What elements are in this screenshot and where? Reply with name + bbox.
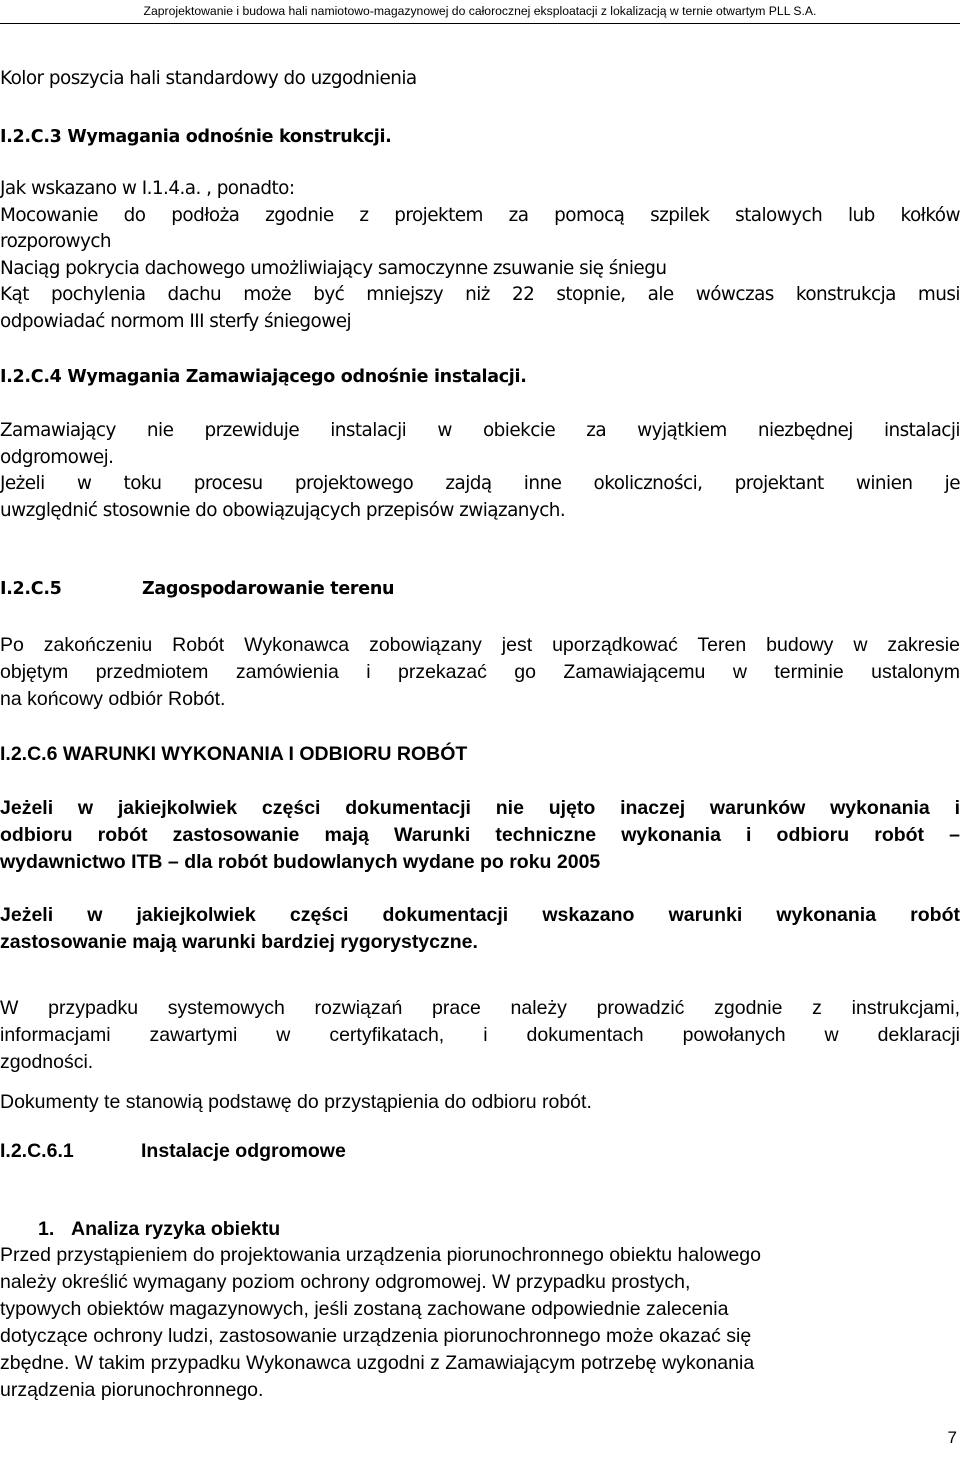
heading-c61-number: I.2.C.6.1 bbox=[0, 1140, 74, 1162]
heading-c61 bbox=[0, 1138, 960, 1165]
text-line: Kąt pochylenia dachu może być mniejszy niż 22 stopnie, ale wówczas konstrukcja musi bbox=[0, 284, 960, 305]
heading-c3: I.2.C.3 Wymagania odnośnie konstrukcji. bbox=[0, 127, 392, 147]
heading-c5-number: I.2.C.5 bbox=[0, 579, 62, 599]
text-line: informacjami zawartymi w certyfikatach, i dokumentach powołanych w deklaracji bbox=[0, 1024, 960, 1046]
heading-c4: I.2.C.4 Wymagania Zamawiającego odnośnie instalacji. bbox=[0, 367, 527, 387]
heading-c6: I.2.C.6 WARUNKI WYKONANIA I ODBIORU ROBÓT bbox=[0, 743, 468, 765]
running-header: Zaprojektowanie i budowa hali namiotowo-magazynowej do całorocznej eksploatacji z lokalizacją w ternie otwartym PLL S.A. bbox=[143, 4, 817, 18]
text-line: Jak wskazano w I.1.4.a. , ponadto: bbox=[0, 178, 295, 199]
text-line: Przed przystąpieniem do projektowania urządzenia piorunochronnego obiektu halowego bbox=[0, 1244, 761, 1266]
paragraph-kolor: Kolor poszycia hali standardowy do uzgodnienia bbox=[0, 68, 417, 89]
section-analiza-body bbox=[0, 1242, 960, 1404]
text-line: odpowiadać normom III sterfy śniegowej bbox=[0, 310, 352, 332]
text-line: dotyczące ochrony ludzi, zastosowanie urządzenia piorunochronnego może okazać się bbox=[0, 1325, 752, 1347]
heading-c5-title: Zagospodarowanie terenu bbox=[142, 579, 395, 599]
heading-analiza bbox=[0, 1216, 960, 1243]
text-line: rozporowych bbox=[0, 231, 112, 252]
section-c3-body bbox=[0, 176, 960, 335]
heading-c5 bbox=[0, 576, 960, 602]
text-line: typowych obiektów magazynowych, jeśli zostaną zachowane odpowiednie zalecenia bbox=[0, 1298, 729, 1320]
text-line: Mocowanie do podłoża zgodnie z projektem za pomocą szpilek stalowych lub kołków bbox=[0, 204, 960, 226]
text-line: Naciąg pokrycia dachowego umożliwiający samoczynne zsuwanie się śniegu bbox=[0, 257, 667, 279]
heading-analiza-title: Analiza ryzyka obiektu bbox=[71, 1218, 281, 1240]
header-divider bbox=[0, 23, 960, 24]
paragraph-documents: Dokumenty te stanowią podstawę do przystąpienia do odbioru robót. bbox=[0, 1091, 592, 1113]
text-line: zastosowanie mają warunki bardziej rygorystyczne. bbox=[0, 931, 478, 953]
section-c6-bold-2 bbox=[0, 902, 960, 956]
list-number: 1. bbox=[38, 1218, 55, 1240]
text-line: Jeżeli w toku procesu projektowego zajdą inne okoliczności, projektant winien je bbox=[0, 473, 960, 494]
text-line: odbioru robót zastosowanie mają Warunki techniczne wykonania i odbioru robót – bbox=[0, 824, 960, 846]
text-line: na końcowy odbiór Robót. bbox=[0, 688, 226, 710]
text-line: odgromowej. bbox=[0, 446, 114, 468]
text-line: Jeżeli w jakiejkolwiek części dokumentacji nie ujęto inaczej warunków wykonania i bbox=[0, 797, 960, 819]
text-line: zgodności. bbox=[0, 1051, 94, 1073]
heading-c61-title: Instalacje odgromowe bbox=[141, 1140, 346, 1162]
section-c6-bold-1 bbox=[0, 795, 960, 876]
text-line: Po zakończeniu Robót Wykonawca zobowiązany jest uporządkować Teren budowy w zakresie bbox=[0, 634, 960, 656]
text-line: uwzględnić stosownie do obowiązujących przepisów związanych. bbox=[0, 499, 566, 521]
text-line: objętym przedmiotem zamówienia i przekazać go Zamawiającemu w terminie ustalonym bbox=[0, 661, 960, 683]
text-line: wydawnictwo ITB – dla robót budowlanych wydane po roku 2005 bbox=[0, 851, 601, 873]
section-c6-systems bbox=[0, 995, 960, 1076]
text-line: urządzenia piorunochronnego. bbox=[0, 1379, 264, 1401]
text-line: zbędne. W takim przypadku Wykonawca uzgodni z Zamawiającym potrzebę wykonania bbox=[0, 1352, 755, 1374]
section-c4-body bbox=[0, 418, 960, 524]
text-line: Zamawiający nie przewiduje instalacji w obiekcie za wyjątkiem niezbędnej instalacji bbox=[0, 420, 960, 441]
page-number: 7 bbox=[947, 1428, 957, 1447]
section-c5-body bbox=[0, 632, 960, 713]
text-line: W przypadku systemowych rozwiązań prace należy prowadzić zgodnie z instrukcjami, bbox=[0, 997, 960, 1019]
text-line: Jeżeli w jakiejkolwiek części dokumentacji wskazano warunki wykonania robót bbox=[0, 904, 960, 926]
text-line: należy określić wymagany poziom ochrony odgromowej. W przypadku prostych, bbox=[0, 1271, 691, 1293]
